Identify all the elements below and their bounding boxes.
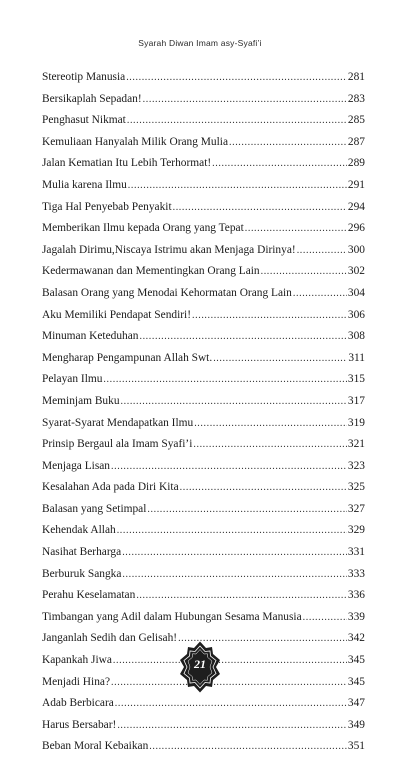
toc-entry-title: Bersikaplah Sepadan!	[42, 92, 142, 105]
toc-entry-page: 349	[347, 718, 365, 731]
toc-entry-title: Menjaga Lisan	[42, 459, 111, 472]
toc-entry-title: Balasan yang Setimpal	[42, 502, 147, 515]
toc-entry-page: 306	[347, 308, 365, 321]
toc-dot-leader	[139, 326, 346, 348]
toc-entry-page: 339	[347, 610, 365, 623]
toc-entry	[42, 175, 365, 197]
toc-entry-page: 289	[347, 157, 365, 170]
toc-entry-page: 311	[348, 351, 365, 364]
toc-dot-leader	[293, 283, 347, 305]
toc-dot-leader	[103, 369, 346, 391]
toc-dot-leader	[113, 650, 347, 672]
toc-entry-page: 296	[347, 222, 365, 235]
toc-entry	[42, 197, 365, 219]
toc-entry-page: 331	[347, 546, 365, 559]
toc-entry-page: 300	[347, 243, 365, 256]
toc-entry-page: 342	[347, 632, 365, 645]
toc-entry	[42, 520, 365, 542]
toc-entry	[42, 736, 365, 758]
toc-entry-page: 285	[347, 114, 365, 127]
toc-dot-leader	[126, 67, 347, 89]
toc-entry-title: Janganlah Sedih dan Gelisah!	[42, 632, 178, 645]
toc-entry-page: 319	[347, 416, 365, 429]
toc-dot-leader	[111, 456, 347, 478]
toc-entry-page: 302	[347, 265, 365, 278]
toc-entry-page: 283	[347, 92, 365, 105]
toc-entry-page: 291	[347, 178, 365, 191]
toc-entry-title: Harus Bersabar!	[42, 718, 117, 731]
toc-entry-title: Prinsip Bergaul ala Imam Syafi’i	[42, 438, 193, 451]
toc-entry	[42, 89, 365, 111]
toc-entry	[42, 369, 365, 391]
toc-entry	[42, 110, 365, 132]
toc-entry	[42, 348, 365, 370]
toc-entry	[42, 261, 365, 283]
toc-entry-page: 294	[347, 200, 365, 213]
toc-dot-leader	[180, 477, 347, 499]
toc-dot-leader	[128, 175, 347, 197]
toc-entry-page: 333	[347, 567, 365, 580]
toc-entry-page: 351	[347, 740, 365, 753]
toc-entry	[42, 67, 365, 89]
toc-dot-leader	[122, 542, 347, 564]
toc-entry	[42, 391, 365, 413]
toc-entry-page: 287	[347, 135, 365, 148]
toc-dot-leader	[173, 197, 347, 219]
toc-entry	[42, 542, 365, 564]
toc-entry	[42, 283, 365, 305]
toc-entry-title: Kehendak Allah	[42, 524, 116, 537]
toc-dot-leader	[136, 585, 347, 607]
toc-entry-page: 347	[347, 697, 365, 710]
toc-dot-leader	[245, 218, 347, 240]
toc-entry-title: Kemuliaan Hanyalah Milik Orang Mulia	[42, 135, 228, 148]
toc-entry-page: 336	[347, 589, 365, 602]
toc-entry-title: Beban Moral Kebaikan	[42, 740, 149, 753]
toc-entry-title: Jalan Kematian Itu Lebih Terhormat!	[42, 157, 212, 170]
toc-entry	[42, 326, 365, 348]
toc-dot-leader	[122, 564, 347, 586]
toc-entry	[42, 413, 365, 435]
toc-dot-leader	[111, 672, 347, 694]
toc-entry-title: Mulia karena Ilmu	[42, 178, 127, 191]
toc-entry	[42, 693, 365, 715]
toc-entry	[42, 607, 365, 629]
toc-entry-title: Tiga Hal Penyebab Penyakit	[42, 200, 172, 213]
toc-entry	[42, 715, 365, 737]
toc-entry	[42, 153, 365, 175]
toc-dot-leader	[149, 736, 347, 758]
toc-entry	[42, 564, 365, 586]
toc-dot-leader	[297, 240, 347, 262]
toc-entry-page: 315	[347, 373, 365, 386]
toc-entry-title: Balasan Orang yang Menodai Kehormatan Orang Lain	[42, 286, 292, 299]
toc-entry-page: 345	[347, 675, 365, 688]
toc-entry-title: Minuman Keteduhan	[42, 330, 139, 343]
toc-dot-leader	[212, 153, 347, 175]
toc-dot-leader	[229, 132, 347, 154]
toc-dot-leader	[117, 520, 347, 542]
toc-dot-leader	[127, 110, 347, 132]
toc-entry	[42, 477, 365, 499]
toc-entry	[42, 456, 365, 478]
toc-entry-page: 317	[347, 394, 365, 407]
toc-entry-title: Menjadi Hina?	[42, 675, 111, 688]
toc-entry-title: Adab Berbicara	[42, 697, 114, 710]
toc-entry-title: Stereotip Manusia	[42, 71, 126, 83]
toc-entry-title: Kapankah Jiwa	[42, 654, 112, 667]
toc-dot-leader	[117, 715, 347, 737]
toc-entry	[42, 240, 365, 262]
toc-dot-leader	[143, 89, 347, 111]
toc-dot-leader	[193, 434, 347, 456]
toc-entry	[42, 499, 365, 521]
toc-entry	[42, 218, 365, 240]
toc-dot-leader	[192, 305, 347, 327]
toc-entry-title: Mengharap Pengampunan Allah Swt.	[42, 351, 213, 364]
toc-entry-title: Penghasut Nikmat	[42, 114, 126, 127]
toc-entry-page: 323	[347, 459, 365, 472]
toc-dot-leader	[303, 607, 347, 629]
toc-entry	[42, 132, 365, 154]
toc-entry-page: 304	[347, 286, 365, 299]
page-number: 21	[194, 657, 206, 671]
toc-dot-leader	[147, 499, 347, 521]
toc-entry-title: Timbangan yang Adil dalam Hubungan Sesama Manusia	[42, 610, 302, 623]
toc-entry-title: Perahu Keselamatan	[42, 589, 136, 602]
toc-entry-title: Nasihat Berharga	[42, 546, 122, 559]
toc-dot-leader	[115, 693, 347, 715]
toc-entry-title: Kedermawanan dan Mementingkan Orang Lain	[42, 265, 260, 278]
toc-dot-leader	[213, 348, 347, 370]
toc-dot-leader	[121, 391, 347, 413]
toc-entry-page: 321	[347, 438, 365, 451]
toc-entry-page: 327	[347, 502, 365, 515]
toc-entry-title: Meminjam Buku	[42, 394, 120, 407]
toc-dot-leader	[261, 261, 347, 283]
toc-entry	[42, 585, 365, 607]
toc-entry-title: Syarat-Syarat Mendapatkan Ilmu	[42, 416, 194, 429]
toc-entry-page: 308	[347, 330, 365, 343]
toc-entry-title: Jagalah Dirimu,Niscaya Istrimu akan Menjaga Dirinya!	[42, 243, 296, 256]
toc-entry	[42, 305, 365, 327]
toc-entry-page: 281	[347, 71, 365, 83]
toc-entry	[42, 434, 365, 456]
toc-entry-title: Aku Memiliki Pendapat Sendiri!	[42, 308, 192, 321]
toc-entry-title: Pelayan Ilmu	[42, 373, 103, 386]
toc-entry-page: 325	[347, 481, 365, 494]
toc-dot-leader	[194, 413, 347, 435]
running-header: Syarah Diwan Imam asy-Syafi’i	[138, 38, 262, 48]
toc-entry-title: Memberikan Ilmu kepada Orang yang Tepat	[42, 222, 244, 235]
toc-entry-page: 329	[347, 524, 365, 537]
toc-entry-title: Berburuk Sangka	[42, 567, 122, 580]
toc-entry-page: 345	[347, 654, 365, 667]
toc-entry-title: Kesalahan Ada pada Diri Kita	[42, 481, 179, 494]
